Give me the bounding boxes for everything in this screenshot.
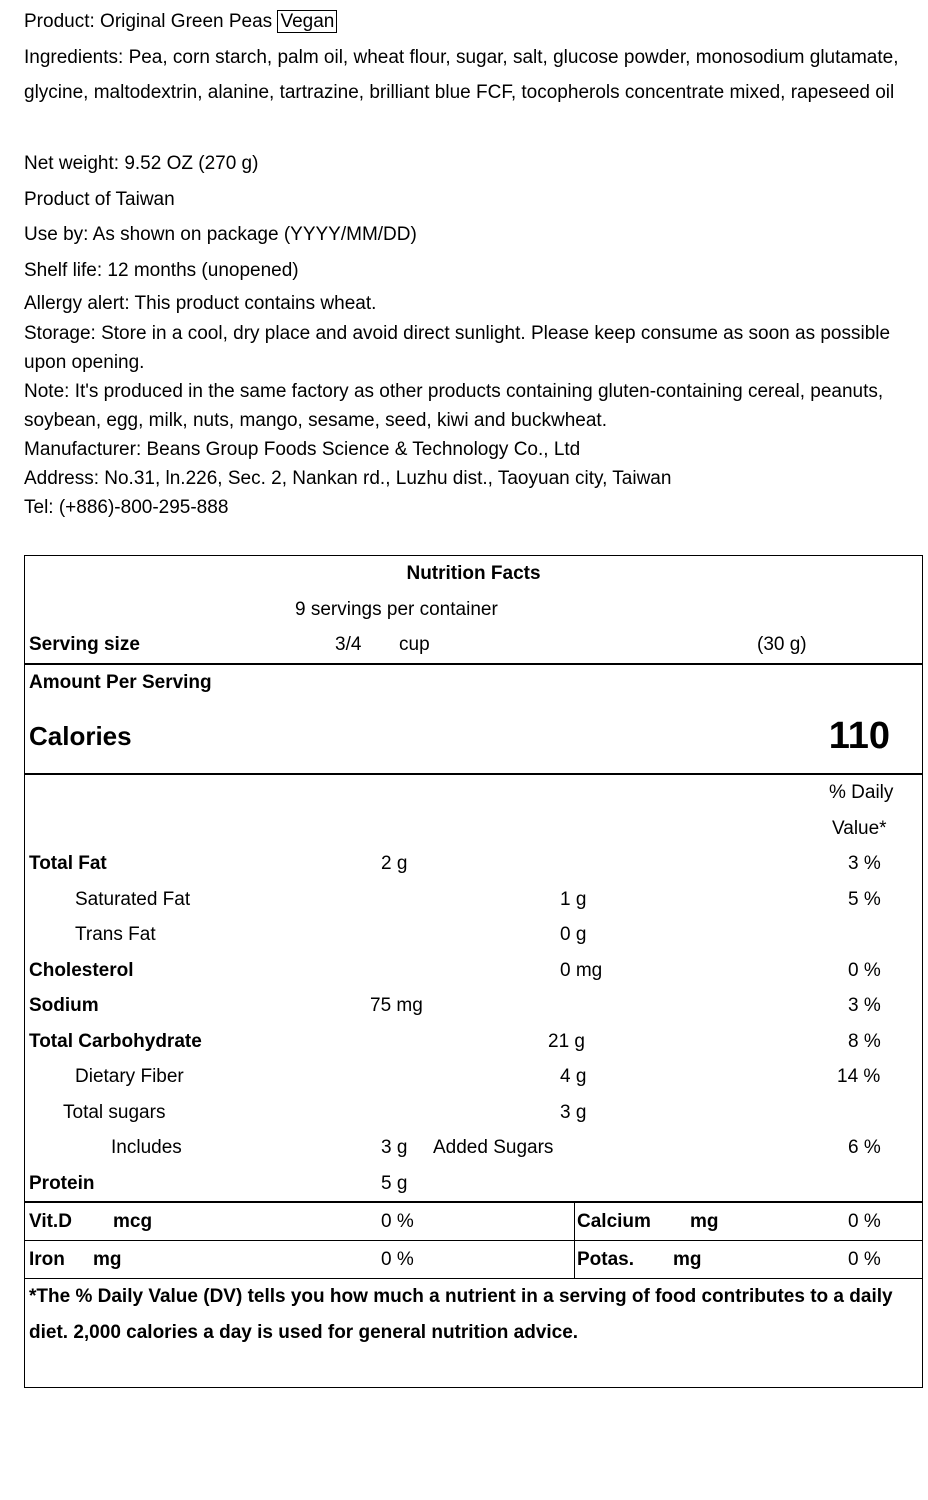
nutrient-row [25, 882, 922, 918]
added-sugars-label: Added Sugars [433, 1137, 554, 1158]
dv-header-line1: % Daily [829, 782, 894, 803]
mineral-dv: 0 % [848, 1211, 881, 1232]
dv-header-row-2 [25, 811, 922, 847]
ingredients: Ingredients: Pea, corn starch, palm oil, wheat flour, sugar, salt, glucose powder, monosodium glutamate, glycine, maltodextrin, alanine, tartrazine, brilliant blue FCF, tocopherols concentrate mixed, rapeseed oil [24, 46, 899, 103]
nutrient-amount: 3 g [381, 1137, 408, 1158]
dv-footnote: *The % Daily Value (DV) tells you how much a nutrient in a serving of food contributes to a daily diet. 2,000 calories a day is used for general nutrition advice. [29, 1286, 893, 1343]
amount-per-serving: Amount Per Serving [29, 671, 212, 693]
serving-unit: cup [399, 634, 430, 655]
nutrient-amount: 75 mg [370, 995, 423, 1016]
nutrient-row [25, 1166, 922, 1204]
shelf-life: Shelf life: 12 months (unopened) [24, 259, 299, 281]
nutrient-row [25, 917, 922, 953]
mineral-label: Potas. [577, 1249, 635, 1270]
nf-title-row [25, 556, 922, 592]
nf-title: Nutrition Facts [406, 563, 541, 584]
nutrient-row [25, 953, 922, 989]
nutrient-label: Total sugars [63, 1101, 166, 1123]
nutrient-row [25, 1095, 922, 1131]
use-by: Use by: As shown on package (YYYY/MM/DD) [24, 224, 417, 245]
telephone: Tel: (+886)-800-295-888 [24, 497, 229, 518]
mineral-unit: mg [673, 1249, 702, 1270]
nutrient-label: Cholesterol [29, 959, 134, 981]
nutrient-label: Protein [29, 1172, 95, 1194]
product-info [24, 4, 914, 522]
vitamin-dv: 0 % [381, 1249, 414, 1270]
nutrient-dv: 8 % [848, 1030, 881, 1052]
nutrient-amount: 3 g [560, 1101, 587, 1123]
serving-size-row [25, 627, 922, 665]
nutrient-label: Trans Fat [75, 924, 156, 945]
nutrient-dv: 5 % [848, 888, 881, 910]
product-name: Product: Original Green Peas [24, 11, 273, 32]
nutrient-row [25, 1130, 922, 1166]
nutrient-label: Saturated Fat [75, 888, 191, 910]
mineral-dv: 0 % [848, 1249, 881, 1270]
nutrient-dv: 14 % [837, 1066, 881, 1087]
product-line [24, 4, 914, 40]
vitamin-row [25, 1241, 922, 1279]
net-weight: Net weight: 9.52 OZ (270 g) [24, 153, 259, 174]
nutrient-label: Includes [111, 1137, 182, 1158]
nutrient-amount: 1 g [560, 888, 587, 910]
nutrient-row [25, 1059, 922, 1095]
allergy-alert: Allergy alert: This product contains wheat. [24, 293, 377, 314]
amount-per-serving-row [25, 665, 922, 701]
calories-label: Calories [29, 721, 132, 751]
nutrient-label: Total Fat [29, 853, 107, 874]
nutrient-amount: 5 g [381, 1172, 408, 1194]
column-divider [574, 1203, 575, 1240]
nutrient-dv: 0 % [848, 959, 881, 981]
vitamin-unit: mg [93, 1249, 122, 1270]
vitamin-dv: 0 % [381, 1211, 414, 1232]
vitamin-row [25, 1203, 922, 1241]
vitamin-unit: mcg [113, 1211, 153, 1232]
mineral-label: Calcium [577, 1211, 651, 1232]
nutrient-row [25, 988, 922, 1024]
storage-note: Storage: Store in a cool, dry place and avoid direct sunlight. Please keep consume as soon as possible upon opening. [24, 323, 891, 373]
nutrient-row [25, 846, 922, 882]
servings-per-container: 9 servings per container [295, 598, 498, 620]
serving-size-label: Serving size [29, 634, 140, 655]
nutrient-label: Total Carbohydrate [29, 1030, 202, 1052]
factory-note: Note: It's produced in the same factory as other products containing gluten-containing cereal, peanuts, soybean, egg, milk, nuts, mango, sesame, seed, kiwi and buckwheat. [24, 381, 884, 431]
vitamin-label: Vit.D [29, 1211, 72, 1232]
dv-header-row [25, 775, 922, 811]
nutrient-amount: 21 g [548, 1030, 585, 1052]
nutrient-amount: 4 g [560, 1066, 587, 1087]
calories-value: 110 [828, 715, 890, 757]
nutrient-dv: 3 % [848, 995, 881, 1016]
nutrient-dv: 6 % [848, 1137, 881, 1158]
nutrient-label: Sodium [29, 995, 99, 1016]
nutrient-amount: 0 g [560, 924, 587, 945]
vegan-badge: Vegan [277, 10, 337, 33]
manufacturer: Manufacturer: Beans Group Foods Science & Technology Co., Ltd [24, 439, 581, 460]
serving-qty: 3/4 [335, 634, 362, 655]
nutrient-amount: 2 g [381, 853, 408, 874]
nutrient-amount: 0 mg [560, 959, 603, 981]
nutrition-facts-table [24, 555, 923, 1388]
vitamin-label: Iron [29, 1249, 65, 1270]
nutrient-row [25, 1024, 922, 1060]
mineral-unit: mg [690, 1211, 719, 1232]
calories-row [25, 700, 922, 775]
serving-grams: (30 g) [757, 634, 807, 655]
nutrient-label: Dietary Fiber [75, 1066, 184, 1087]
address: Address: No.31, ln.226, Sec. 2, Nankan rd., Luzhu dist., Taoyuan city, Taiwan [24, 468, 672, 489]
column-divider [574, 1241, 575, 1278]
origin: Product of Taiwan [24, 188, 175, 210]
nutrient-dv: 3 % [848, 853, 881, 874]
dv-header-line2: Value* [832, 817, 887, 839]
servings-row [25, 592, 922, 628]
